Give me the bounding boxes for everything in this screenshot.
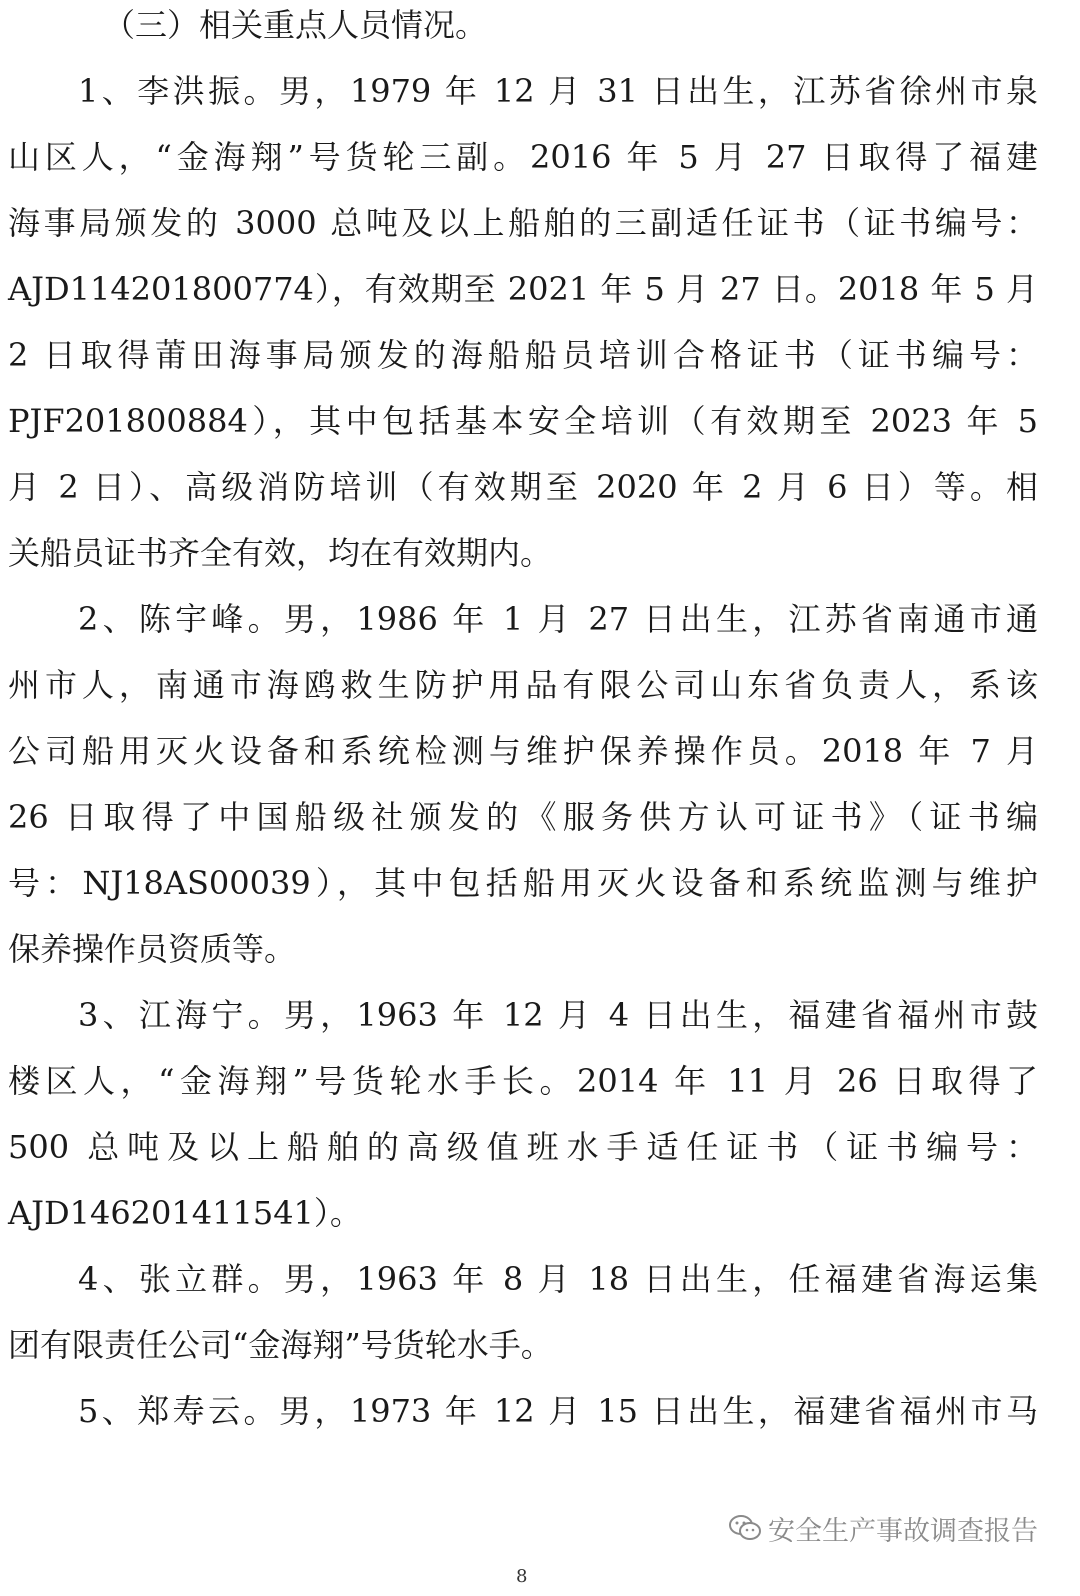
paragraph-3-line-3: 500 总吨及以上船舶的高级值班水手适任证书（证书编号：	[8, 1128, 1038, 1166]
paragraph-1-line-2: 山区人，“金海翔”号货轮三副。2016 年 5 月 27 日取得了福建	[8, 138, 1038, 176]
paragraph-2-line-2: 州市人，南通市海鸥救生防护用品有限公司山东省负责人，系该	[8, 666, 1038, 704]
paragraph-4-line-2: 团有限责任公司“金海翔”号货轮水手。	[8, 1326, 553, 1364]
paragraph-3-line-2: 楼区人，“金海翔”号货轮水手长。2014 年 11 月 26 日取得了	[8, 1062, 1038, 1100]
paragraph-2-line-4: 26 日取得了中国船级社颁发的《服务供方认可证书》（证书编	[8, 798, 1038, 836]
paragraph-3-line-4: AJD146201411541）。	[8, 1194, 362, 1232]
paragraph-1-line-6: PJF201800884），其中包括基本安全培训（有效期至 2023 年 5	[8, 402, 1038, 440]
paragraph-2-line-3: 公司船用灭火设备和系统检测与维护保养操作员。2018 年 7 月	[8, 732, 1038, 770]
section-heading: （三）相关重点人员情况。	[103, 6, 488, 44]
wechat-icon	[728, 1513, 762, 1543]
paragraph-1-line-4: AJD114201800774），有效期至 2021 年 5 月 27 日。2018 年 5 月	[8, 270, 1038, 308]
wechat-watermark	[728, 1508, 1038, 1548]
paragraph-1-line-8: 关船员证书齐全有效，均在有效期内。	[8, 534, 553, 572]
paragraph-4-line-1: 4、张立群。男，1963 年 8 月 18 日出生，任福建省海运集	[78, 1260, 1038, 1298]
paragraph-5-line-1: 5、郑寿云。男，1973 年 12 月 15 日出生，福建省福州市马	[78, 1392, 1038, 1430]
paragraph-2-line-5: 号：NJ18AS00039），其中包括船用灭火设备和系统监测与维护	[8, 864, 1038, 902]
watermark-text: 安全生产事故调查报告	[768, 1515, 1038, 1547]
paragraph-1-line-1: 1、李洪振。男，1979 年 12 月 31 日出生，江苏省徐州市泉	[78, 72, 1038, 110]
paragraph-3-line-1: 3、江海宁。男，1963 年 12 月 4 日出生，福建省福州市鼓	[78, 996, 1038, 1034]
paragraph-1-line-7: 月 2 日）、高级消防培训（有效期至 2020 年 2 月 6 日）等。相	[8, 468, 1038, 506]
paragraph-1-line-5: 2 日取得莆田海事局颁发的海船船员培训合格证书（证书编号：	[8, 336, 1038, 374]
page-number: 8	[516, 1566, 528, 1587]
paragraph-1-line-3: 海事局颁发的 3000 总吨及以上船舶的三副适任证书（证书编号：	[8, 204, 1038, 242]
paragraph-2-line-6: 保养操作员资质等。	[8, 930, 297, 968]
paragraph-2-line-1: 2、陈宇峰。男，1986 年 1 月 27 日出生，江苏省南通市通	[78, 600, 1038, 638]
